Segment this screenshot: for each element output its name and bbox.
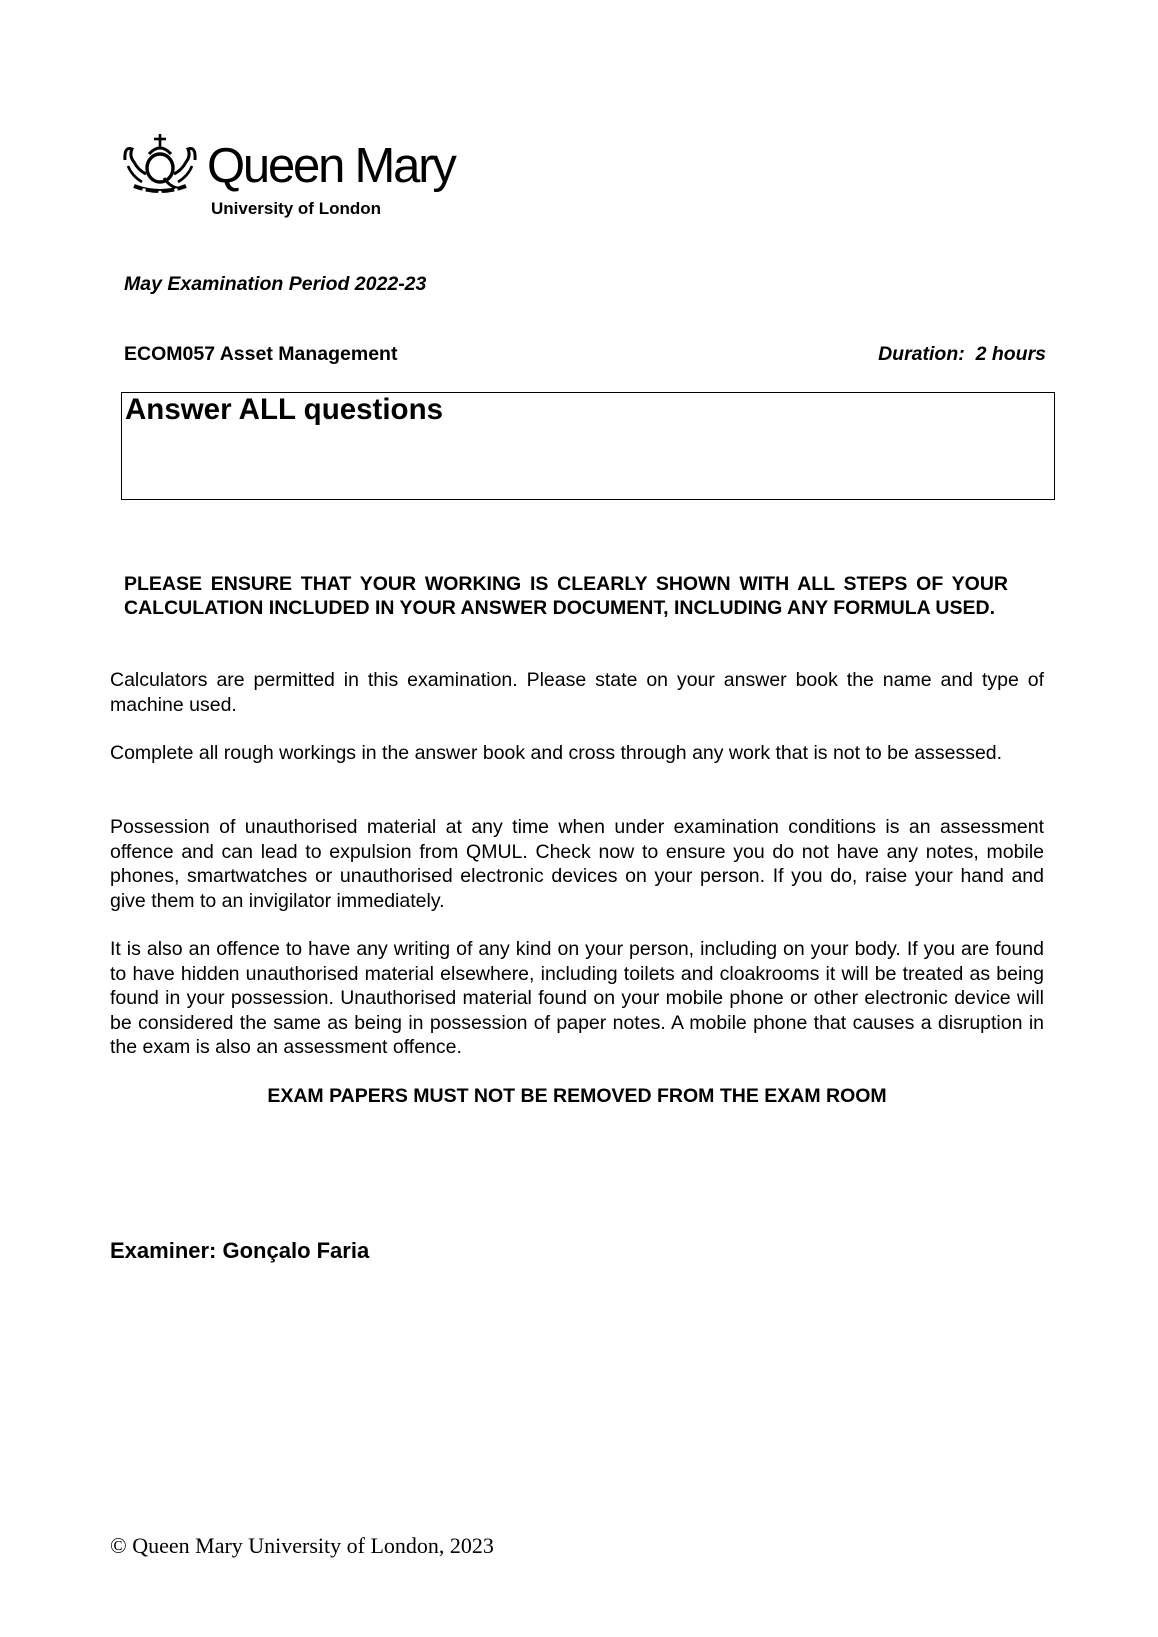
exam-period: May Examination Period 2022-23	[124, 273, 427, 295]
university-logo	[122, 134, 455, 224]
instruction-text: Answer ALL questions	[125, 393, 443, 426]
rules-paragraph-unauthorised-material: Possession of unauthorised material at any time when under examination conditions is an assessment offence and can lead to expulsion from QMUL. Check now to ensure you do not have any notes, mobile phones, smartwatches or unauthorised electronic devices on your person. If you do, raise your hand and give them to an invigilator immediately.	[110, 816, 1044, 912]
rules-paragraph-writing-offence: It is also an offence to have any writing of any kind on your person, including on your body. If you are found to have hidden unauthorised material elsewhere, including toilets and cloakrooms it will be treated as being found in your possession. Unauthorised material found on your mobile phone or other electronic device will be considered the same as being in possession of paper notes. A mobile phone that causes a disruption in the exam is also an assessment offence.	[110, 938, 1044, 1058]
logo-subtitle: University of London	[211, 199, 381, 218]
logo-wordmark: Queen Mary	[207, 139, 455, 193]
copyright-notice: © Queen Mary University of London, 2023	[110, 1533, 494, 1558]
working-notice: PLEASE ENSURE THAT YOUR WORKING IS CLEARLY SHOWN WITH ALL STEPS OF YOUR CALCULATION INCLUDED IN YOUR ANSWER DOCUMENT, INCLUDING ANY FORMULA USED.	[124, 573, 1008, 619]
rules-paragraph-calculators: Calculators are permitted in this examination. Please state on your answer book the name and type of machine used.	[110, 669, 1044, 716]
rules-paragraph-rough-work: Complete all rough workings in the answer book and cross through any work that is not to be assessed.	[110, 742, 1003, 764]
examiner-name: Examiner: Gonçalo Faria	[110, 1238, 370, 1263]
instruction-box	[121, 392, 1055, 500]
course-title: ECOM057 Asset Management	[124, 343, 398, 365]
exam-duration: Duration: 2 hours	[878, 343, 1046, 365]
removal-notice: EXAM PAPERS MUST NOT BE REMOVED FROM THE EXAM ROOM	[267, 1085, 887, 1107]
crown-crest-icon	[122, 134, 198, 200]
